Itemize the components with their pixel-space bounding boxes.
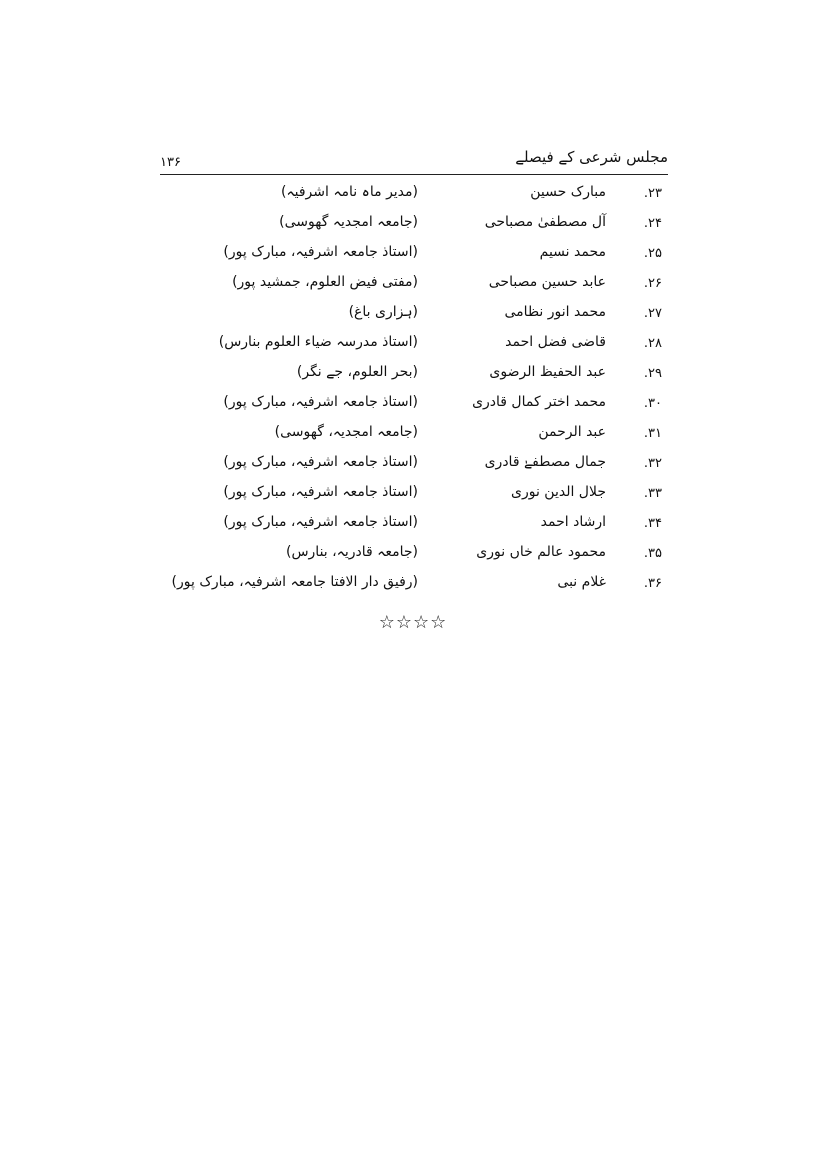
entry-institution: (ہزاری باغ) xyxy=(348,304,418,320)
entry-institution: (استاذ جامعہ اشرفیہ، مبارک پور) xyxy=(223,454,418,470)
section-end-stars: ☆☆☆☆ xyxy=(378,612,448,633)
entry-name: محمد نسیم xyxy=(539,244,606,260)
entry-number: ۲۶. xyxy=(643,276,662,291)
list-item xyxy=(160,212,668,242)
entry-number: ۳۶. xyxy=(643,576,662,591)
entry-institution: (رفیق دار الافتا جامعہ اشرفیہ، مبارک پور) xyxy=(171,574,418,590)
entry-institution: (جامعہ امجدیہ، گھوسی) xyxy=(274,424,418,440)
entry-name: قاضی فضل احمد xyxy=(505,334,606,350)
entry-name: مبارک حسین xyxy=(530,184,606,200)
entry-number: ۲۸. xyxy=(643,336,662,351)
list-item xyxy=(160,242,668,272)
list-item xyxy=(160,302,668,332)
entry-institution: (استاذ مدرسہ ضیاء العلوم بنارس) xyxy=(218,334,418,350)
entry-name: جلال الدین نوری xyxy=(511,484,606,500)
list-item xyxy=(160,452,668,482)
entry-institution: (استاذ جامعہ اشرفیہ، مبارک پور) xyxy=(223,484,418,500)
list-item xyxy=(160,512,668,542)
entry-institution: (استاذ جامعہ اشرفیہ، مبارک پور) xyxy=(223,394,418,410)
page-header xyxy=(160,146,668,176)
entry-number: ۲۴. xyxy=(643,216,662,231)
list-item xyxy=(160,572,668,602)
entry-name: عابد حسین مصباحی xyxy=(488,274,606,290)
entry-institution: (جامعہ امجدیہ گھوسی) xyxy=(279,214,418,230)
header-rule xyxy=(160,174,668,175)
entry-institution: (جامعہ قادریہ، بنارس) xyxy=(285,544,418,560)
entry-number: ۳۴. xyxy=(643,516,662,531)
entry-number: ۳۰. xyxy=(643,396,662,411)
list-item xyxy=(160,482,668,512)
list-item xyxy=(160,422,668,452)
entry-institution: (استاذ جامعہ اشرفیہ، مبارک پور) xyxy=(223,244,418,260)
entry-number: ۲۷. xyxy=(643,306,662,321)
entry-institution: (مفتی فیض العلوم، جمشید پور) xyxy=(232,274,418,290)
entry-name: آل مصطفیٰ مصباحی xyxy=(484,214,606,230)
entry-institution: (استاذ جامعہ اشرفیہ، مبارک پور) xyxy=(223,514,418,530)
entry-name: ارشاد احمد xyxy=(540,514,606,530)
entry-number: ۲۹. xyxy=(643,366,662,381)
entry-number: ۳۲. xyxy=(643,456,662,471)
entry-name: جمال مصطفےٰ قادری xyxy=(484,454,606,470)
running-title: مجلس شرعی کے فیصلے xyxy=(515,148,668,166)
entry-name: محمود عالم خاں نوری xyxy=(476,544,606,560)
entry-number: ۲۵. xyxy=(643,246,662,261)
entry-institution: (بحر العلوم، جے نگر) xyxy=(296,364,418,380)
list-item xyxy=(160,272,668,302)
signatory-list xyxy=(160,182,668,602)
list-item xyxy=(160,362,668,392)
list-item xyxy=(160,392,668,422)
entry-name: محمد اختر کمال قادری xyxy=(472,394,606,410)
entry-name: عبد الرحمن xyxy=(538,424,606,440)
entry-number: ۳۱. xyxy=(643,426,662,441)
entry-number: ۲۳. xyxy=(643,186,662,201)
list-item xyxy=(160,542,668,572)
entry-number: ۳۵. xyxy=(643,546,662,561)
page-number: ۱۳۶ xyxy=(160,155,181,170)
list-item xyxy=(160,182,668,212)
entry-institution: (مدیر ماہ نامہ اشرفیہ) xyxy=(280,184,418,200)
list-item xyxy=(160,332,668,362)
entry-name: محمد انور نظامی xyxy=(504,304,606,320)
entry-name: عبد الحفیظ الرضوی xyxy=(489,364,606,380)
entry-number: ۳۳. xyxy=(643,486,662,501)
entry-name: غلام نبی xyxy=(557,574,606,590)
